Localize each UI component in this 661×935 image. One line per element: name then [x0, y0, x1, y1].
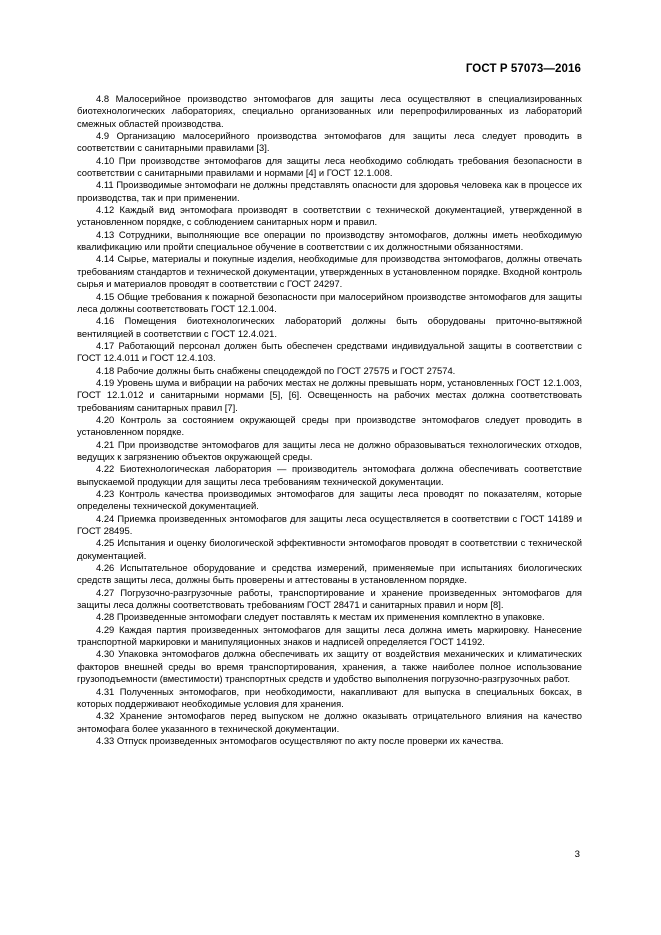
clause-4-11: 4.11 Производимые энтомофаги не должны представлять опасности для здоровья человека как в процессе их производства, так и при применении.	[77, 179, 582, 203]
clause-4-32: 4.32 Хранение энтомофагов перед выпуском не должно оказывать отрицательного влияния на качество энтомофага более указанного в технической документации.	[77, 710, 582, 734]
clause-4-28: 4.28 Произведенные энтомофаги следует поставлять к местам их применения комплектно в упаковке.	[96, 611, 545, 623]
clause-4-20: 4.20 Контроль за состоянием окружающей среды при производстве энтомофагов следует проводить в установленном порядке.	[77, 413, 582, 438]
clause-4-31: 4.31 Полученных энтомофагов, при необходимости, накапливают для выпуска в специальных боксах, в которых поддерживают необходимые условия для хранения.	[77, 685, 582, 709]
clause-4-27: 4.27 Погрузочно-разгрузочные работы, транспортирование и хранение произведенных энтомофагов для защиты леса должны соответствовать требованиям ГОСТ 28471 и санитарных правил и норм [8].	[77, 586, 582, 611]
clause-4-30: 4.30 Упаковка энтомофагов должна обеспечивать их защиту от воздействия механических и климатических факторов внешней среды во время транспортирования, хранения, а также наиболее полное использование грузоподъемности (вместимости) транспортных средств и удобство выполнения погрузочно-разгрузочных работ.	[77, 648, 582, 685]
clause-4-21: 4.21 При производстве энтомофагов для защиты леса не должно образовываться технологических отходов, ведущих к загрязнению объектов окружающей среды.	[77, 438, 582, 462]
clause-4-19: 4.19 Уровень шума и вибрации на рабочих местах не должны превышать норм, установленных ГОСТ 12.1.003, ГОСТ 12.1.012 и санитарными нормами [5], [6]. Освещенность на рабочих местах должна соответствовать требованиям санитарных правил [7].	[77, 376, 582, 413]
clause-4-23: 4.23 Контроль качества производимых энтомофагов для защиты леса проводят по показателям, которые определены технической документацией.	[77, 488, 582, 512]
clause-4-33: 4.33 Отпуск произведенных энтомофагов осуществляют по акту после проверки их качества.	[96, 734, 504, 746]
clause-4-8: 4.8 Малосерийное производство энтомофагов для защиты леса осуществляют в специализированных биотехнологических лабораториях, специально организованных или перепрофилированных из лабораторий смежных областей производства.	[77, 93, 582, 129]
clause-4-10: 4.10 При производстве энтомофагов для защиты леса необходимо соблюдать требования безопасности в соответствии с санитарными правилами и нормами [4] и ГОСТ 12.1.008.	[77, 154, 582, 179]
clause-4-13: 4.13 Сотрудники, выполняющие все операции по производству энтомофагов, должны иметь необходимую квалификацию или пройти специальное обучение в соответствии с их должностными обязанностями.	[77, 228, 582, 253]
clause-4-26: 4.26 Испытательное оборудование и средства измерений, применяемые при испытаниях биологических средств защиты леса, должны быть проверены и аттестованы в установленном порядке.	[77, 562, 582, 586]
clause-4-15: 4.15 Общие требования к пожарной безопасности при малосерийном производстве энтомофагов для защиты леса должны соответствовать ГОСТ 12.1.004.	[77, 290, 582, 314]
document-header: ГОСТ Р 57073—2016	[465, 63, 581, 75]
clause-4-22: 4.22 Биотехнологическая лаборатория — производитель энтомофага должна обеспечивать соответствие выпускаемой продукции для защиты леса требованиям технической документации.	[77, 463, 582, 487]
clause-4-14: 4.14 Сырье, материалы и покупные изделия, необходимые для производства энтомофагов, должны отвечать требованиям стандартов и технической документации, утвержденных в установленном порядке. Входной контроль сырья и материалов проводят в соответствии с ГОСТ 24297.	[77, 253, 582, 290]
clause-4-29: 4.29 Каждая партия произведенных энтомофагов для защиты леса должна иметь маркировку. Нанесение транспортной маркировки и манипуляционных знаков и надписей определяется ГОСТ 14192.	[77, 623, 582, 648]
page-number: 3	[574, 849, 580, 860]
clause-4-12: 4.12 Каждый вид энтомофага производят в соответствии с технической документацией, утвержденной в установленном порядке, с соблюдением санитарных норм и правил.	[77, 204, 582, 228]
clause-4-9: 4.9 Организацию малосерийного производства энтомофагов для защиты леса следует проводить в соответствии с санитарными правилами [3].	[77, 130, 582, 154]
clause-4-16: 4.16 Помещения биотехнологических лабораторий должны быть оборудованы приточно-вытяжной вентиляцией в соответствии с ГОСТ 12.4.021.	[77, 315, 582, 339]
clause-4-25: 4.25 Испытания и оценку биологической эффективности энтомофагов проводят в соответствии с технической документацией.	[77, 537, 582, 561]
clause-4-18: 4.18 Рабочие должны быть снабжены спецодеждой по ГОСТ 27575 и ГОСТ 27574.	[96, 364, 456, 376]
clause-4-17: 4.17 Работающий персонал должен быть обеспечен средствами индивидуальной защиты в соответствии с ГОСТ 12.4.011 и ГОСТ 12.4.103.	[77, 339, 582, 364]
clause-4-24: 4.24 Приемка произведенных энтомофагов для защиты леса осуществляется в соответствии с ГОСТ 14189 и ГОСТ 28495.	[77, 512, 582, 537]
document-body	[77, 93, 582, 747]
